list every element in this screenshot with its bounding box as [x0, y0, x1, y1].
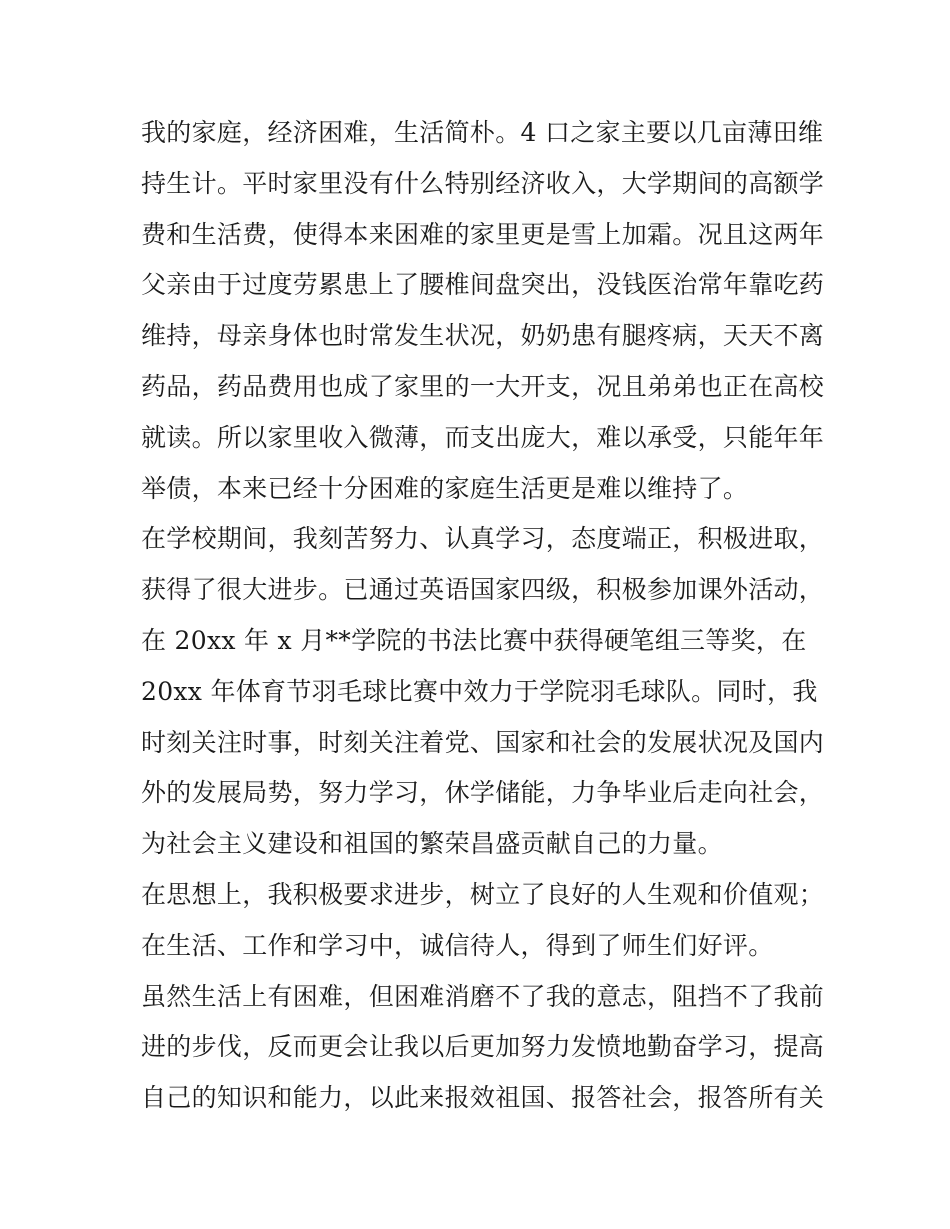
text-line: 20xx 年体育节羽毛球比赛中效力于学院羽毛球队。同时，我 [141, 676, 818, 706]
text-line: 费和生活费，使得本来困难的家里更是雪上加霜。况且这两年 [141, 219, 825, 249]
text-line: 时刻关注时事，时刻关注着党、国家和社会的发展状况及国内 [141, 727, 825, 757]
text-line: 自己的知识和能力，以此来报效祖国、报答社会，报答所有关 [141, 1083, 825, 1113]
text-line: 在思想上，我积极要求进步，树立了良好的人生观和价值观； [141, 879, 825, 909]
text-line: 为社会主义建设和祖国的繁荣昌盛贡献自己的力量。 [141, 829, 723, 859]
text-line: 在 20xx 年 x 月**学院的书法比赛中获得硬笔组三等奖，在 [141, 625, 807, 655]
text-line: 就读。所以家里收入微薄，而支出庞大，难以承受，只能年年 [141, 422, 825, 452]
text-line: 举债，本来已经十分困难的家庭生活更是难以维持了。 [141, 473, 749, 503]
text-line: 获得了很大进步。已通过英语国家四级，积极参加课外活动， [141, 575, 825, 605]
text-line: 在生活、工作和学习中，诚信待人，得到了师生们好评。 [141, 930, 774, 960]
text-line: 维持，母亲身体也时常发生状况，奶奶患有腿疼病，天天不离 [141, 321, 825, 351]
text-line: 进的步伐，反而更会让我以后更加努力发愤地勤奋学习，提高 [141, 1032, 825, 1062]
text-line: 父亲由于过度劳累患上了腰椎间盘突出，没钱医治常年靠吃药 [141, 270, 825, 300]
text-line: 虽然生活上有困难，但困难消磨不了我的意志，阻挡不了我前 [141, 981, 825, 1011]
text-line: 在学校期间，我刻苦努力、认真学习，态度端正，积极进取， [141, 524, 825, 554]
text-line: 药品，药品费用也成了家里的一大开支，况且弟弟也正在高校 [141, 371, 825, 401]
text-line: 持生计。平时家里没有什么特别经济收入，大学期间的高额学 [141, 168, 825, 198]
body-text [141, 108, 825, 1124]
text-line: 我的家庭，经济困难，生活简朴。4 口之家主要以几亩薄田维 [141, 118, 824, 147]
text-line: 外的发展局势，努力学习，休学储能，力争毕业后走向社会， [141, 778, 825, 808]
